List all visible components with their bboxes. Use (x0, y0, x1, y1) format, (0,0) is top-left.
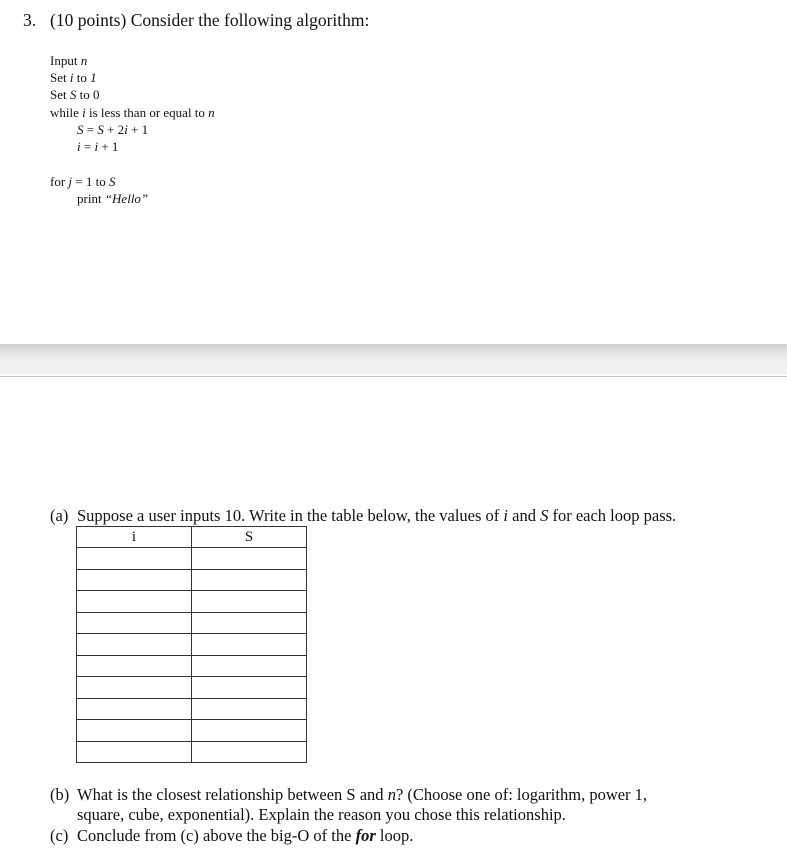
answer-table (76, 526, 307, 763)
table-row (77, 655, 307, 677)
table-row (77, 612, 307, 634)
algo-line-for: for j = 1 to S (50, 174, 116, 189)
table-header-i: i (77, 527, 192, 548)
cell-s[interactable] (192, 591, 307, 613)
table-header-s: S (192, 527, 307, 548)
table-header-row (77, 527, 307, 548)
cell-i[interactable] (77, 655, 192, 677)
cell-i[interactable] (77, 612, 192, 634)
part-a-prompt: (a) Suppose a user inputs 10. Write in the table below, the values of i and S for each loop pass. (50, 506, 677, 525)
cell-s[interactable] (192, 741, 307, 763)
page-divider (0, 344, 787, 377)
cell-s[interactable] (192, 612, 307, 634)
cell-s[interactable] (192, 677, 307, 699)
table-row (77, 569, 307, 591)
table-row (77, 677, 307, 699)
algo-line-i-update: i = i + 1 (77, 139, 119, 154)
table-row (77, 634, 307, 656)
part-c-prompt: (c) Conclude from (c) above the big-O of the for loop. (50, 826, 414, 845)
table-row (77, 720, 307, 742)
cell-i[interactable] (77, 569, 192, 591)
algo-line-s-update: S = S + 2i + 1 (77, 122, 149, 137)
table-body (77, 548, 307, 763)
cell-s[interactable] (192, 569, 307, 591)
algo-line-input: Input n (50, 53, 88, 68)
table-row (77, 741, 307, 763)
question-number: 3. (23, 10, 37, 30)
question-header (23, 10, 369, 31)
cell-i[interactable] (77, 548, 192, 570)
algo-line-set-s: Set S to 0 (50, 87, 100, 102)
cell-i[interactable] (77, 698, 192, 720)
cell-i[interactable] (77, 677, 192, 699)
table-row (77, 698, 307, 720)
algo-line-print: print “Hello” (77, 191, 149, 206)
cell-i[interactable] (77, 741, 192, 763)
cell-i[interactable] (77, 591, 192, 613)
question-title: (10 points) Consider the following algorithm: (50, 10, 370, 30)
algo-line-set-i: Set i to 1 (50, 70, 97, 85)
cell-s[interactable] (192, 655, 307, 677)
table-row (77, 591, 307, 613)
part-b-prompt: (b) What is the closest relationship between S and n? (Choose one of: logarithm, power 1, square, cube, exponential). Explain the reason you chose this relationship. (50, 785, 648, 824)
cell-s[interactable] (192, 698, 307, 720)
table-row (77, 548, 307, 570)
cell-s[interactable] (192, 548, 307, 570)
cell-s[interactable] (192, 720, 307, 742)
algo-line-while: while i is less than or equal to n (50, 105, 215, 120)
cell-i[interactable] (77, 634, 192, 656)
cell-s[interactable] (192, 634, 307, 656)
cell-i[interactable] (77, 720, 192, 742)
